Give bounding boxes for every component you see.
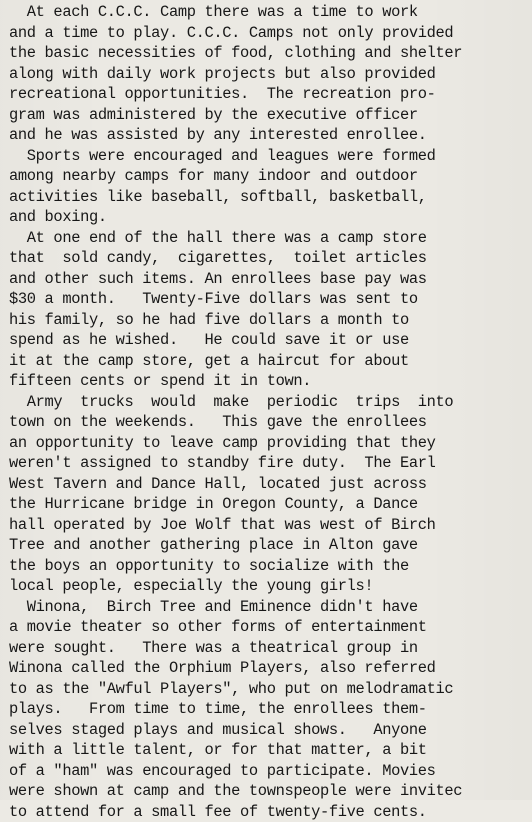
text-line: were sought. There was a theatrical group in [9, 638, 529, 659]
article-text [9, 2, 529, 822]
text-line: activities like baseball, softball, basketball, [9, 187, 529, 208]
text-line: $30 a month. Twenty-Five dollars was sent to [9, 289, 529, 310]
text-line: At one end of the hall there was a camp store [9, 228, 529, 249]
text-line: town on the weekends. This gave the enrollees [9, 412, 529, 433]
text-line: that sold candy, cigarettes, toilet articles [9, 248, 529, 269]
text-line: a movie theater so other forms of entertainment [9, 617, 529, 638]
text-line: the basic necessities of food, clothing and shelter [9, 43, 529, 64]
text-line: the Hurricane bridge in Oregon County, a Dance [9, 494, 529, 515]
text-line: among nearby camps for many indoor and outdoor [9, 166, 529, 187]
text-line: and other such items. An enrollees base pay was [9, 269, 529, 290]
text-line: an opportunity to leave camp providing that they [9, 433, 529, 454]
text-line: Winona called the Orphium Players, also referred [9, 658, 529, 679]
text-line: selves staged plays and musical shows. Anyone [9, 720, 529, 741]
text-line: and he was assisted by any interested enrollee. [9, 125, 529, 146]
text-line: it at the camp store, get a haircut for about [9, 351, 529, 372]
text-line: his family, so he had five dollars a month to [9, 310, 529, 331]
text-line: fifteen cents or spend it in town. [9, 371, 529, 392]
text-line: with a little talent, or for that matter, a bit [9, 740, 529, 761]
text-line: Army trucks would make periodic trips into [9, 392, 529, 413]
text-line: and boxing. [9, 207, 529, 228]
text-line: Sports were encouraged and leagues were formed [9, 146, 529, 167]
text-line: and a time to play. C.C.C. Camps not only provided [9, 23, 529, 44]
text-line: to attend for a small fee of twenty-five cents. [9, 802, 529, 822]
text-line: of a "ham" was encouraged to participate. Movies [9, 761, 529, 782]
text-line: recreational opportunities. The recreation pro- [9, 84, 529, 105]
text-line: spend as he wished. He could save it or use [9, 330, 529, 351]
text-line: West Tavern and Dance Hall, located just across [9, 474, 529, 495]
text-line: local people, especially the young girls! [9, 576, 529, 597]
text-line: along with daily work projects but also provided [9, 64, 529, 85]
text-line: gram was administered by the executive officer [9, 105, 529, 126]
text-line: At each C.C.C. Camp there was a time to work [9, 2, 529, 23]
text-line: hall operated by Joe Wolf that was west of Birch [9, 515, 529, 536]
text-line: weren't assigned to standby fire duty. The Earl [9, 453, 529, 474]
text-line: Winona, Birch Tree and Eminence didn't have [9, 597, 529, 618]
text-line: Tree and another gathering place in Alton gave [9, 535, 529, 556]
text-line: to as the "Awful Players", who put on melodramatic [9, 679, 529, 700]
text-line: plays. From time to time, the enrollees them- [9, 699, 529, 720]
text-line: were shown at camp and the townspeople were invitec [9, 781, 529, 802]
text-line: the boys an opportunity to socialize with the [9, 556, 529, 577]
